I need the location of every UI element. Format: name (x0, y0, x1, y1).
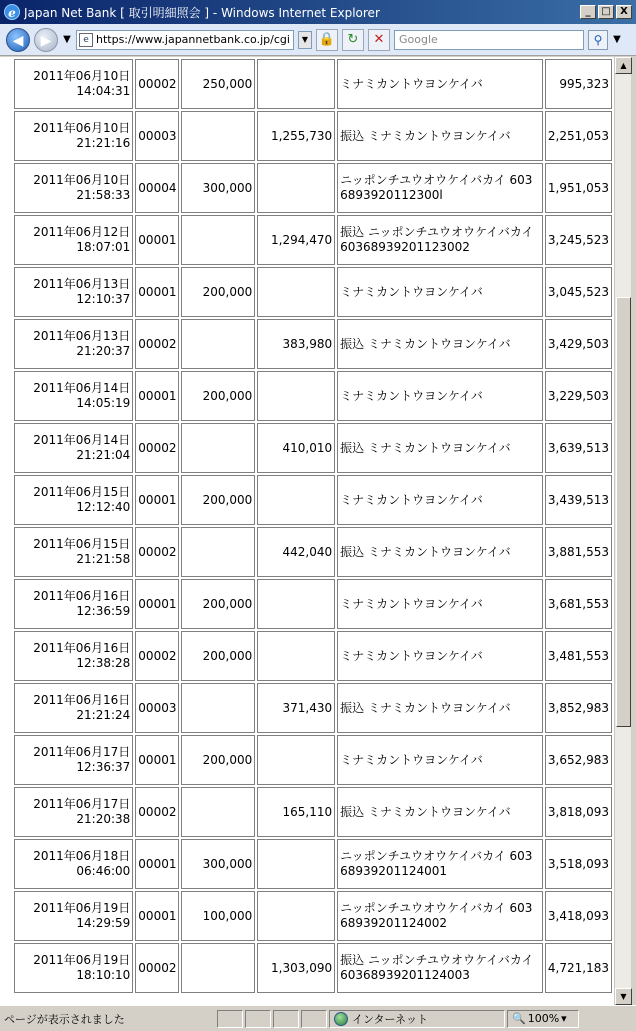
date-cell (14, 267, 133, 317)
deposit-amount: 383,980 (257, 319, 335, 369)
forward-button[interactable]: ▶ (34, 28, 58, 52)
transaction-time: 18:10:10 (76, 968, 131, 982)
transaction-time: 12:12:40 (76, 500, 131, 514)
balance-amount: 3,429,503 (545, 319, 612, 369)
balance-amount: 2,251,053 (545, 111, 612, 161)
address-url: https://www.japannetbank.co.jp/cgi (96, 33, 290, 46)
transaction-number: 00001 (135, 735, 179, 785)
deposit-amount (257, 735, 335, 785)
transaction-date: 2011年06月14日 (33, 433, 131, 447)
table-row (14, 111, 612, 161)
window-controls (580, 5, 636, 19)
date-cell (14, 579, 133, 629)
date-cell (14, 527, 133, 577)
date-cell (14, 423, 133, 473)
balance-amount: 3,481,553 (545, 631, 612, 681)
transaction-number: 00002 (135, 631, 179, 681)
transaction-time: 21:21:58 (76, 552, 131, 566)
date-cell (14, 839, 133, 889)
maximize-button[interactable]: □ (598, 5, 614, 19)
zoom-dropdown-icon: ▾ (561, 1012, 567, 1025)
balance-amount: 3,818,093 (545, 787, 612, 837)
withdrawal-amount: 200,000 (181, 631, 255, 681)
transaction-number: 00001 (135, 371, 179, 421)
balance-amount: 3,245,523 (545, 215, 612, 265)
transaction-time: 14:29:59 (76, 916, 131, 930)
back-button[interactable]: ◀ (6, 28, 30, 52)
transaction-date: 2011年06月10日 (33, 173, 131, 187)
table-row (14, 475, 612, 525)
deposit-amount (257, 267, 335, 317)
balance-amount: 4,721,183 (545, 943, 612, 993)
transaction-time: 12:36:37 (76, 760, 131, 774)
search-options-dropdown-icon[interactable]: ▼ (613, 34, 621, 45)
date-cell (14, 891, 133, 941)
page-content (0, 57, 614, 1005)
deposit-amount (257, 579, 335, 629)
transaction-date: 2011年06月13日 (33, 277, 131, 291)
withdrawal-amount (181, 683, 255, 733)
transaction-number: 00002 (135, 319, 179, 369)
deposit-amount: 410,010 (257, 423, 335, 473)
transaction-number: 00002 (135, 423, 179, 473)
table-row (14, 631, 612, 681)
transaction-description: 振込 ニッポンチユウオウケイバカイ 60368939201124003 (337, 943, 543, 993)
zone-label: インターネット (352, 1012, 429, 1026)
transaction-time: 18:07:01 (76, 240, 131, 254)
transaction-number: 00001 (135, 215, 179, 265)
date-cell (14, 59, 133, 109)
history-dropdown-icon[interactable]: ▼ (63, 34, 71, 45)
transaction-date: 2011年06月17日 (33, 745, 131, 759)
withdrawal-amount: 200,000 (181, 371, 255, 421)
withdrawal-amount (181, 111, 255, 161)
transaction-time: 12:38:28 (76, 656, 131, 670)
scroll-thumb[interactable] (616, 297, 631, 727)
vertical-scrollbar[interactable] (614, 57, 631, 1005)
withdrawal-amount: 200,000 (181, 579, 255, 629)
zoom-icon: 🔍 (512, 1012, 526, 1025)
withdrawal-amount: 250,000 (181, 59, 255, 109)
date-cell (14, 631, 133, 681)
balance-amount: 3,881,553 (545, 527, 612, 577)
navigation-toolbar (0, 24, 636, 56)
globe-icon (334, 1012, 348, 1026)
table-row (14, 839, 612, 889)
balance-amount: 3,518,093 (545, 839, 612, 889)
transaction-number: 00003 (135, 683, 179, 733)
withdrawal-amount: 300,000 (181, 839, 255, 889)
deposit-amount: 165,110 (257, 787, 335, 837)
table-row (14, 59, 612, 109)
table-row (14, 527, 612, 577)
transaction-date: 2011年06月15日 (33, 485, 131, 499)
title-bar (0, 0, 636, 24)
balance-amount: 3,229,503 (545, 371, 612, 421)
transaction-description: 振込 ミナミカントウヨンケイバ (337, 787, 543, 837)
search-icon[interactable]: ⚲ (588, 30, 608, 50)
transaction-time: 12:10:37 (76, 292, 131, 306)
withdrawal-amount: 200,000 (181, 735, 255, 785)
balance-amount: 995,323 (545, 59, 612, 109)
security-zone[interactable] (329, 1010, 505, 1028)
table-row (14, 423, 612, 473)
date-cell (14, 163, 133, 213)
transaction-time: 21:20:37 (76, 344, 131, 358)
transaction-date: 2011年06月16日 (33, 693, 131, 707)
transaction-description: ミナミカントウヨンケイバ (337, 631, 543, 681)
transaction-date: 2011年06月19日 (33, 901, 131, 915)
status-pane (245, 1010, 271, 1028)
balance-amount: 3,639,513 (545, 423, 612, 473)
status-pane (301, 1010, 327, 1028)
transaction-number: 00001 (135, 267, 179, 317)
table-row (14, 787, 612, 837)
refresh-button[interactable]: ↻ (342, 29, 364, 51)
address-bar[interactable] (76, 30, 294, 50)
zoom-control[interactable] (507, 1010, 579, 1028)
minimize-button[interactable]: _ (580, 5, 596, 19)
withdrawal-amount (181, 787, 255, 837)
date-cell (14, 735, 133, 785)
transaction-number: 00002 (135, 527, 179, 577)
transaction-time: 21:58:33 (76, 188, 131, 202)
date-cell (14, 111, 133, 161)
withdrawal-amount: 100,000 (181, 891, 255, 941)
table-row (14, 579, 612, 629)
transaction-description: ミナミカントウヨンケイバ (337, 735, 543, 785)
deposit-amount (257, 59, 335, 109)
deposit-amount (257, 163, 335, 213)
transaction-time: 21:21:16 (76, 136, 131, 150)
transaction-time: 12:36:59 (76, 604, 131, 618)
balance-amount: 1,951,053 (545, 163, 612, 213)
transaction-number: 00001 (135, 891, 179, 941)
transaction-date: 2011年06月16日 (33, 589, 131, 603)
transaction-date: 2011年06月10日 (33, 121, 131, 135)
withdrawal-amount: 200,000 (181, 475, 255, 525)
transaction-number: 00004 (135, 163, 179, 213)
search-input[interactable]: Google (394, 30, 584, 50)
date-cell (14, 943, 133, 993)
transaction-number: 00002 (135, 59, 179, 109)
table-row (14, 735, 612, 785)
deposit-amount (257, 839, 335, 889)
zoom-level: 100% (527, 1012, 560, 1025)
table-row (14, 267, 612, 317)
transaction-date: 2011年06月17日 (33, 797, 131, 811)
withdrawal-amount (181, 423, 255, 473)
table-row (14, 163, 612, 213)
transaction-description: ミナミカントウヨンケイバ (337, 475, 543, 525)
table-row (14, 215, 612, 265)
transaction-description: ニッポンチユウオウケイバカイ 60368939201124001 (337, 839, 543, 889)
transaction-description: ニッポンチユウオウケイバカイ 6036893920112300l (337, 163, 543, 213)
transaction-date: 2011年06月16日 (33, 641, 131, 655)
table-row (14, 371, 612, 421)
deposit-amount: 1,303,090 (257, 943, 335, 993)
withdrawal-amount: 300,000 (181, 163, 255, 213)
transaction-date: 2011年06月10日 (33, 69, 131, 83)
transaction-number: 00003 (135, 111, 179, 161)
deposit-amount: 371,430 (257, 683, 335, 733)
transaction-description: ニッポンチユウオウケイバカイ 60368939201124002 (337, 891, 543, 941)
window-title: Japan Net Bank [ 取引明細照会 ] - Windows Internet Explorer (24, 5, 380, 20)
date-cell (14, 371, 133, 421)
transaction-number: 00001 (135, 579, 179, 629)
deposit-amount: 1,294,470 (257, 215, 335, 265)
transaction-description: ミナミカントウヨンケイバ (337, 59, 543, 109)
balance-amount: 3,652,983 (545, 735, 612, 785)
transaction-time: 06:46:00 (76, 864, 131, 878)
balance-amount: 3,418,093 (545, 891, 612, 941)
transaction-description: 振込 ミナミカントウヨンケイバ (337, 527, 543, 577)
status-pane (217, 1010, 243, 1028)
transaction-date: 2011年06月14日 (33, 381, 131, 395)
withdrawal-amount: 200,000 (181, 267, 255, 317)
balance-amount: 3,681,553 (545, 579, 612, 629)
deposit-amount: 1,255,730 (257, 111, 335, 161)
deposit-amount: 442,040 (257, 527, 335, 577)
transaction-number: 00001 (135, 475, 179, 525)
status-bar (0, 1005, 636, 1031)
transaction-description: 振込 ミナミカントウヨンケイバ (337, 683, 543, 733)
transaction-date: 2011年06月12日 (33, 225, 131, 239)
date-cell (14, 787, 133, 837)
status-message: ページが表示されました (4, 1012, 125, 1026)
table-row (14, 683, 612, 733)
date-cell (14, 319, 133, 369)
transaction-description: 振込 ミナミカントウヨンケイバ (337, 423, 543, 473)
transaction-number: 00001 (135, 839, 179, 889)
page-icon: e (79, 33, 93, 47)
deposit-amount (257, 891, 335, 941)
balance-amount: 3,045,523 (545, 267, 612, 317)
address-dropdown-icon[interactable]: ▼ (298, 31, 312, 49)
transaction-description: 振込 ニッポンチユウオウケイバカイ 60368939201123002 (337, 215, 543, 265)
transaction-date: 2011年06月15日 (33, 537, 131, 551)
transaction-number: 00002 (135, 943, 179, 993)
status-pane (273, 1010, 299, 1028)
balance-amount: 3,439,513 (545, 475, 612, 525)
table-row (14, 943, 612, 993)
transaction-description: ミナミカントウヨンケイバ (337, 371, 543, 421)
deposit-amount (257, 371, 335, 421)
transaction-time: 21:20:38 (76, 812, 131, 826)
transaction-description: 振込 ミナミカントウヨンケイバ (337, 111, 543, 161)
withdrawal-amount (181, 215, 255, 265)
date-cell (14, 215, 133, 265)
ie-logo-icon: e (4, 4, 20, 20)
transaction-date: 2011年06月18日 (33, 849, 131, 863)
transaction-description: ミナミカントウヨンケイバ (337, 267, 543, 317)
table-row (14, 891, 612, 941)
transaction-number: 00002 (135, 787, 179, 837)
transaction-table (12, 57, 614, 995)
table-row (14, 319, 612, 369)
transaction-time: 21:21:04 (76, 448, 131, 462)
stop-button[interactable]: ✕ (368, 29, 390, 51)
close-button[interactable]: X (616, 5, 632, 19)
transaction-date: 2011年06月13日 (33, 329, 131, 343)
transaction-time: 21:21:24 (76, 708, 131, 722)
date-cell (14, 475, 133, 525)
transaction-date: 2011年06月19日 (33, 953, 131, 967)
deposit-amount (257, 631, 335, 681)
transaction-description: 振込 ミナミカントウヨンケイバ (337, 319, 543, 369)
date-cell (14, 683, 133, 733)
withdrawal-amount (181, 943, 255, 993)
balance-amount: 3,852,983 (545, 683, 612, 733)
transaction-description: ミナミカントウヨンケイバ (337, 579, 543, 629)
scroll-down-button[interactable]: ▼ (615, 988, 632, 1005)
scroll-up-button[interactable]: ▲ (615, 57, 632, 74)
withdrawal-amount (181, 319, 255, 369)
withdrawal-amount (181, 527, 255, 577)
lock-icon[interactable]: 🔒 (316, 29, 338, 51)
deposit-amount (257, 475, 335, 525)
transaction-time: 14:05:19 (76, 396, 131, 410)
transaction-time: 14:04:31 (76, 84, 131, 98)
